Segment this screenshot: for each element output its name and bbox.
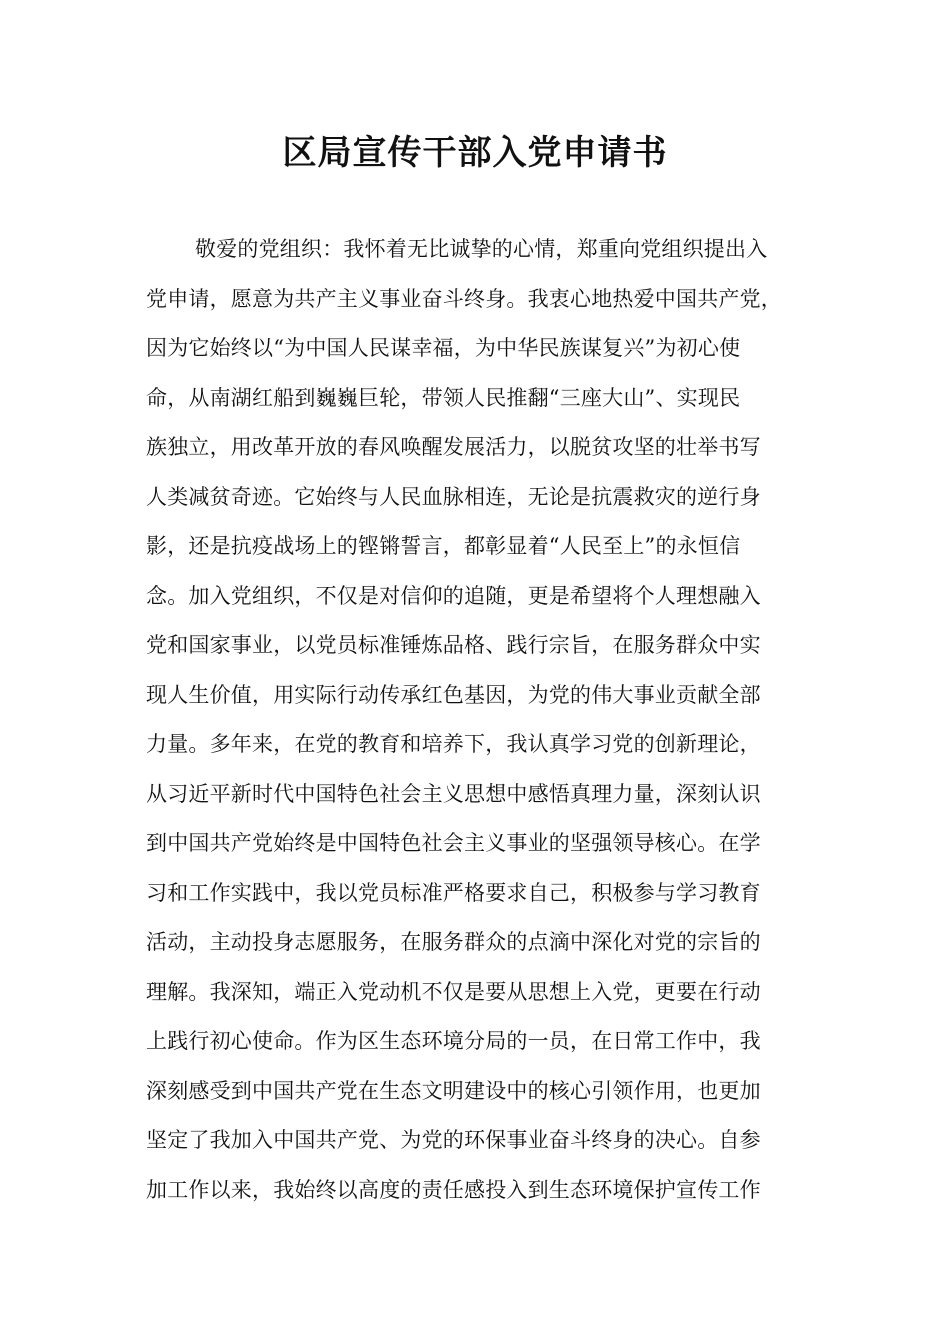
body-line: 深刻感受到中国共产党在生态文明建设中的核心引领作用，也更加 [146,1078,761,1103]
body-line: 到中国共产党始终是中国特色社会主义事业的坚强领导核心。在学 [146,831,761,855]
document-title: 区局宣传干部入党申请书 [282,133,668,173]
body-line: 从习近平新时代中国特色社会主义思想中感悟真理力量，深刻认识 [146,781,761,806]
body-line: 因为它始终以“为中国人民谋幸福，为中华民族谋复兴”为初心使 [146,336,741,360]
document-body [146,230,826,1220]
body-line: 理解。我深知，端正入党动机不仅是要从思想上入党，更要在行动 [146,979,761,1004]
body-line: 敬爱的党组织：我怀着无比诚挚的心情，郑重向党组织提出入 [195,237,768,261]
body-line: 党和国家事业，以党员标准锤炼品格、践行宗旨，在服务群众中实 [146,633,761,657]
body-line: 念。加入党组织，不仅是对信仰的追随，更是希望将个人理想融入 [146,583,761,608]
body-line: 党申请，愿意为共产主义事业奋斗终身。我衷心地热爱中国共产党， [146,286,782,311]
body-line: 加工作以来，我始终以高度的责任感投入到生态环境保护宣传工作 [146,1177,761,1202]
body-line: 坚定了我加入中国共产党、为党的环保事业奋斗终身的决心。自参 [146,1128,761,1152]
body-line: 力量。多年来，在党的教育和培养下，我认真学习党的创新理论， [146,732,761,756]
body-line: 族独立，用改革开放的春风唤醒发展活力，以脱贫攻坚的壮举书写 [146,435,761,459]
body-line: 现人生价值，用实际行动传承红色基因，为党的伟大事业贡献全部 [146,682,761,707]
body-line: 习和工作实践中，我以党员标准严格要求自己，积极参与学习教育 [146,880,761,905]
body-line: 人类减贫奇迹。它始终与人民血脉相连，无论是抗震救灾的逆行身 [146,484,761,509]
body-line: 命，从南湖红船到巍巍巨轮，带领人民推翻“三座大山”、实现民 [146,385,741,410]
body-line: 活动，主动投身志愿服务，在服务群众的点滴中深化对党的宗旨的 [146,930,761,954]
body-line: 上践行初心使命。作为区生态环境分局的一员，在日常工作中，我 [146,1029,761,1053]
body-line: 影，还是抗疫战场上的铿锵誓言，都彰显着“人民至上”的永恒信 [146,534,741,558]
